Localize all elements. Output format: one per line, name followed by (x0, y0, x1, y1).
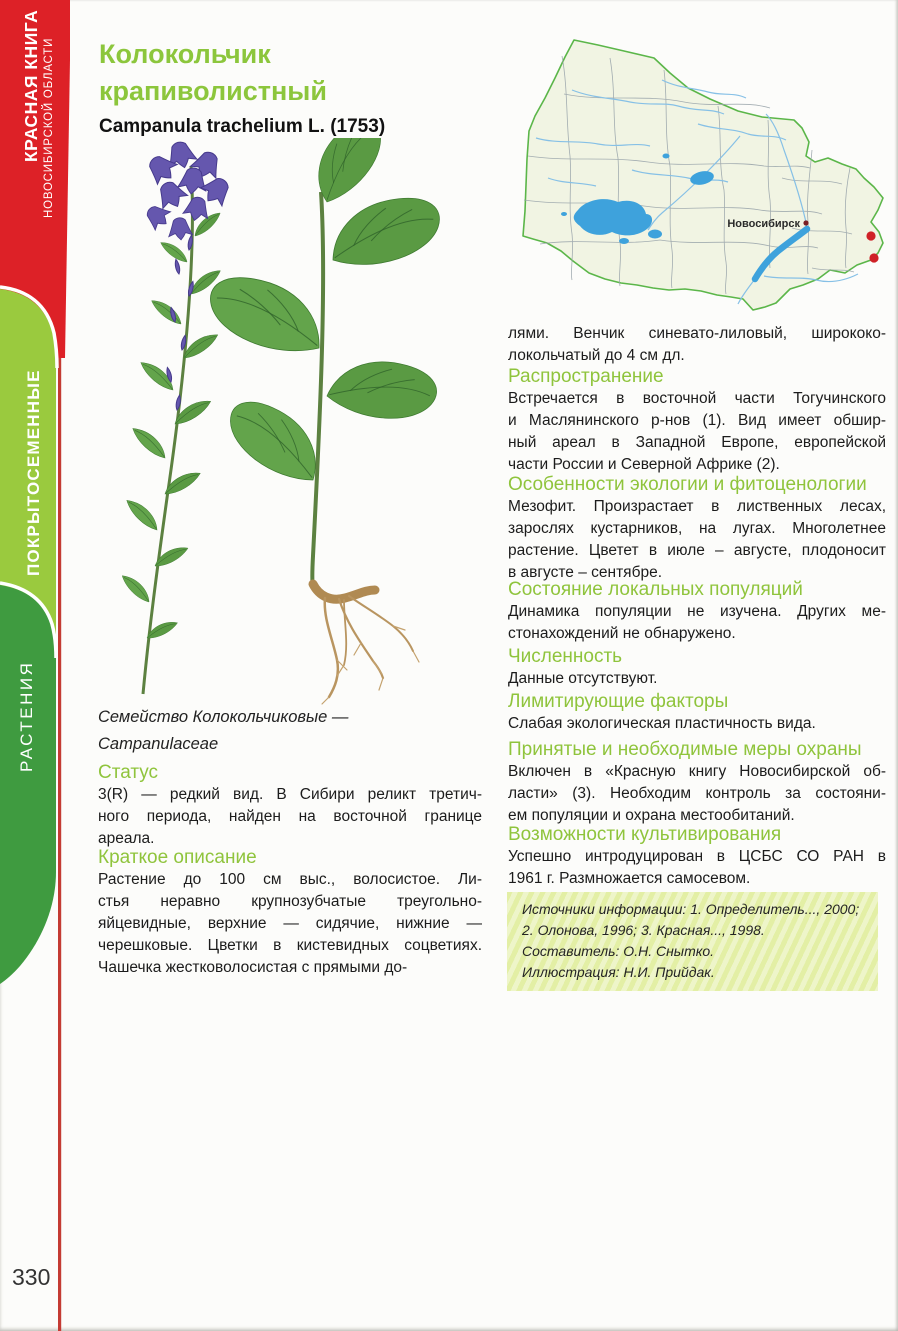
occurrence-dot-1 (866, 231, 875, 240)
range-map (512, 28, 896, 325)
sources-box (507, 892, 878, 991)
section-short-description-heading: Краткое описание (98, 847, 257, 868)
section-short-description-text: Растение до 100 см выс., волосистое. Ли- стья неравно крупнозубчатые треугольно- яйцевидные, верхние — сидячие, нижние — черешковые. Цветки в кистевидных соцветиях. Чашечка жестковолосистая с прямыми до- (98, 871, 482, 976)
right-stem (204, 138, 444, 588)
section-local-populations-text: Динамика популяции не изучена. Других ме- стонахождений не обнаружено. (508, 603, 886, 642)
city-label: Новосибирск (727, 218, 800, 230)
section-protection-measures (508, 738, 886, 827)
section-short-description (98, 846, 482, 979)
section-abundance-heading: Численность (508, 646, 623, 667)
sidebar-book-subtitle: НОВОСИБИРСКОЙ ОБЛАСТИ (43, 37, 55, 218)
section-status (98, 761, 482, 850)
family-line1: Семейство Колокольчиковые — (98, 708, 349, 726)
section-protection-measures-text: Включен в «Красную книгу Новосибирской об- ласти» (3). Необходим контроль за состояни- ем популяции и охрана местообитаний. (508, 763, 886, 824)
family-line2: Campanulaceae (98, 735, 219, 753)
species-title-line1: Колокольчик (99, 39, 271, 69)
section-cultivation-text: Успешно интродуцирован в ЦСБС СО РАН в 1961 г. Размножается самосевом. (508, 848, 886, 887)
sidebar-section-label: ПОКРЫТОСЕМЕННЫЕ (24, 369, 43, 576)
section-local-populations (508, 578, 886, 645)
section-abundance (508, 645, 886, 690)
left-stem (117, 166, 225, 694)
page-number: 330 (12, 1264, 51, 1290)
species-title-line2: крапиволистный (99, 76, 327, 106)
section-limiting-factors (508, 690, 886, 735)
sources-text: Источники информации: 1. Определитель..., 2000; 2. Олонова, 1996; 3. Красная..., 1998. Составитель: О.Н. Снытко. Иллюстрация: Н.И. Прийдак. (522, 901, 860, 980)
root-system (313, 584, 419, 704)
section-local-populations-heading: Состояние локальных популяций (508, 579, 803, 600)
species-header (99, 36, 499, 139)
family-name (98, 704, 482, 758)
section-protection-measures-heading: Принятые и необходимые меры охраны (508, 739, 862, 760)
section-distribution-text: Встречается в восточной части Тогучинского и Маслянинского р-нов (1). Вид имеет обшир- ный ареал в Западной Европе, европейской части России и Северной Африке (2). (508, 390, 886, 473)
section-status-heading: Статус (98, 762, 159, 783)
sidebar-category-label: РАСТЕНИЯ (17, 660, 36, 772)
section-distribution-heading: Распространение (508, 366, 664, 387)
section-limiting-factors-text: Слабая экологическая пластичность вида. (508, 715, 816, 732)
section-distribution (508, 365, 886, 476)
section-abundance-text: Данные отсутствуют. (508, 670, 658, 687)
section-cultivation (508, 823, 886, 890)
city-dot (803, 220, 808, 225)
section-limiting-factors-heading: Лимитирующие факторы (508, 691, 729, 712)
description-continuation: лями. Венчик синевато-лиловый, ширококо- локольчатый до 4 см дл. (508, 325, 886, 364)
section-cultivation-heading: Возможности культивирования (508, 824, 782, 845)
section-ecology (508, 473, 886, 584)
section-ecology-text: Мезофит. Произрастает в лиственных лесах, зарослях кустарников, на лугах. Многолетнее растение. Цветет в июле – августе, плодоносит в августе – сентябре. (508, 498, 886, 581)
sidebar-book-title: КРАСНАЯ КНИГА (21, 9, 41, 162)
plant-illustration (85, 138, 505, 713)
section-ecology-heading: Особенности экологии и фитоценологии (508, 474, 867, 495)
section-status-text: 3(R) — редкий вид. В Сибири реликт третич- ного периода, найден на восточной границе ареала. (98, 786, 482, 847)
sidebar-dark-green-band (0, 585, 56, 984)
occurrence-dot-2 (869, 253, 878, 262)
species-latin-name: Campanula trachelium L. (1753) (99, 116, 386, 137)
